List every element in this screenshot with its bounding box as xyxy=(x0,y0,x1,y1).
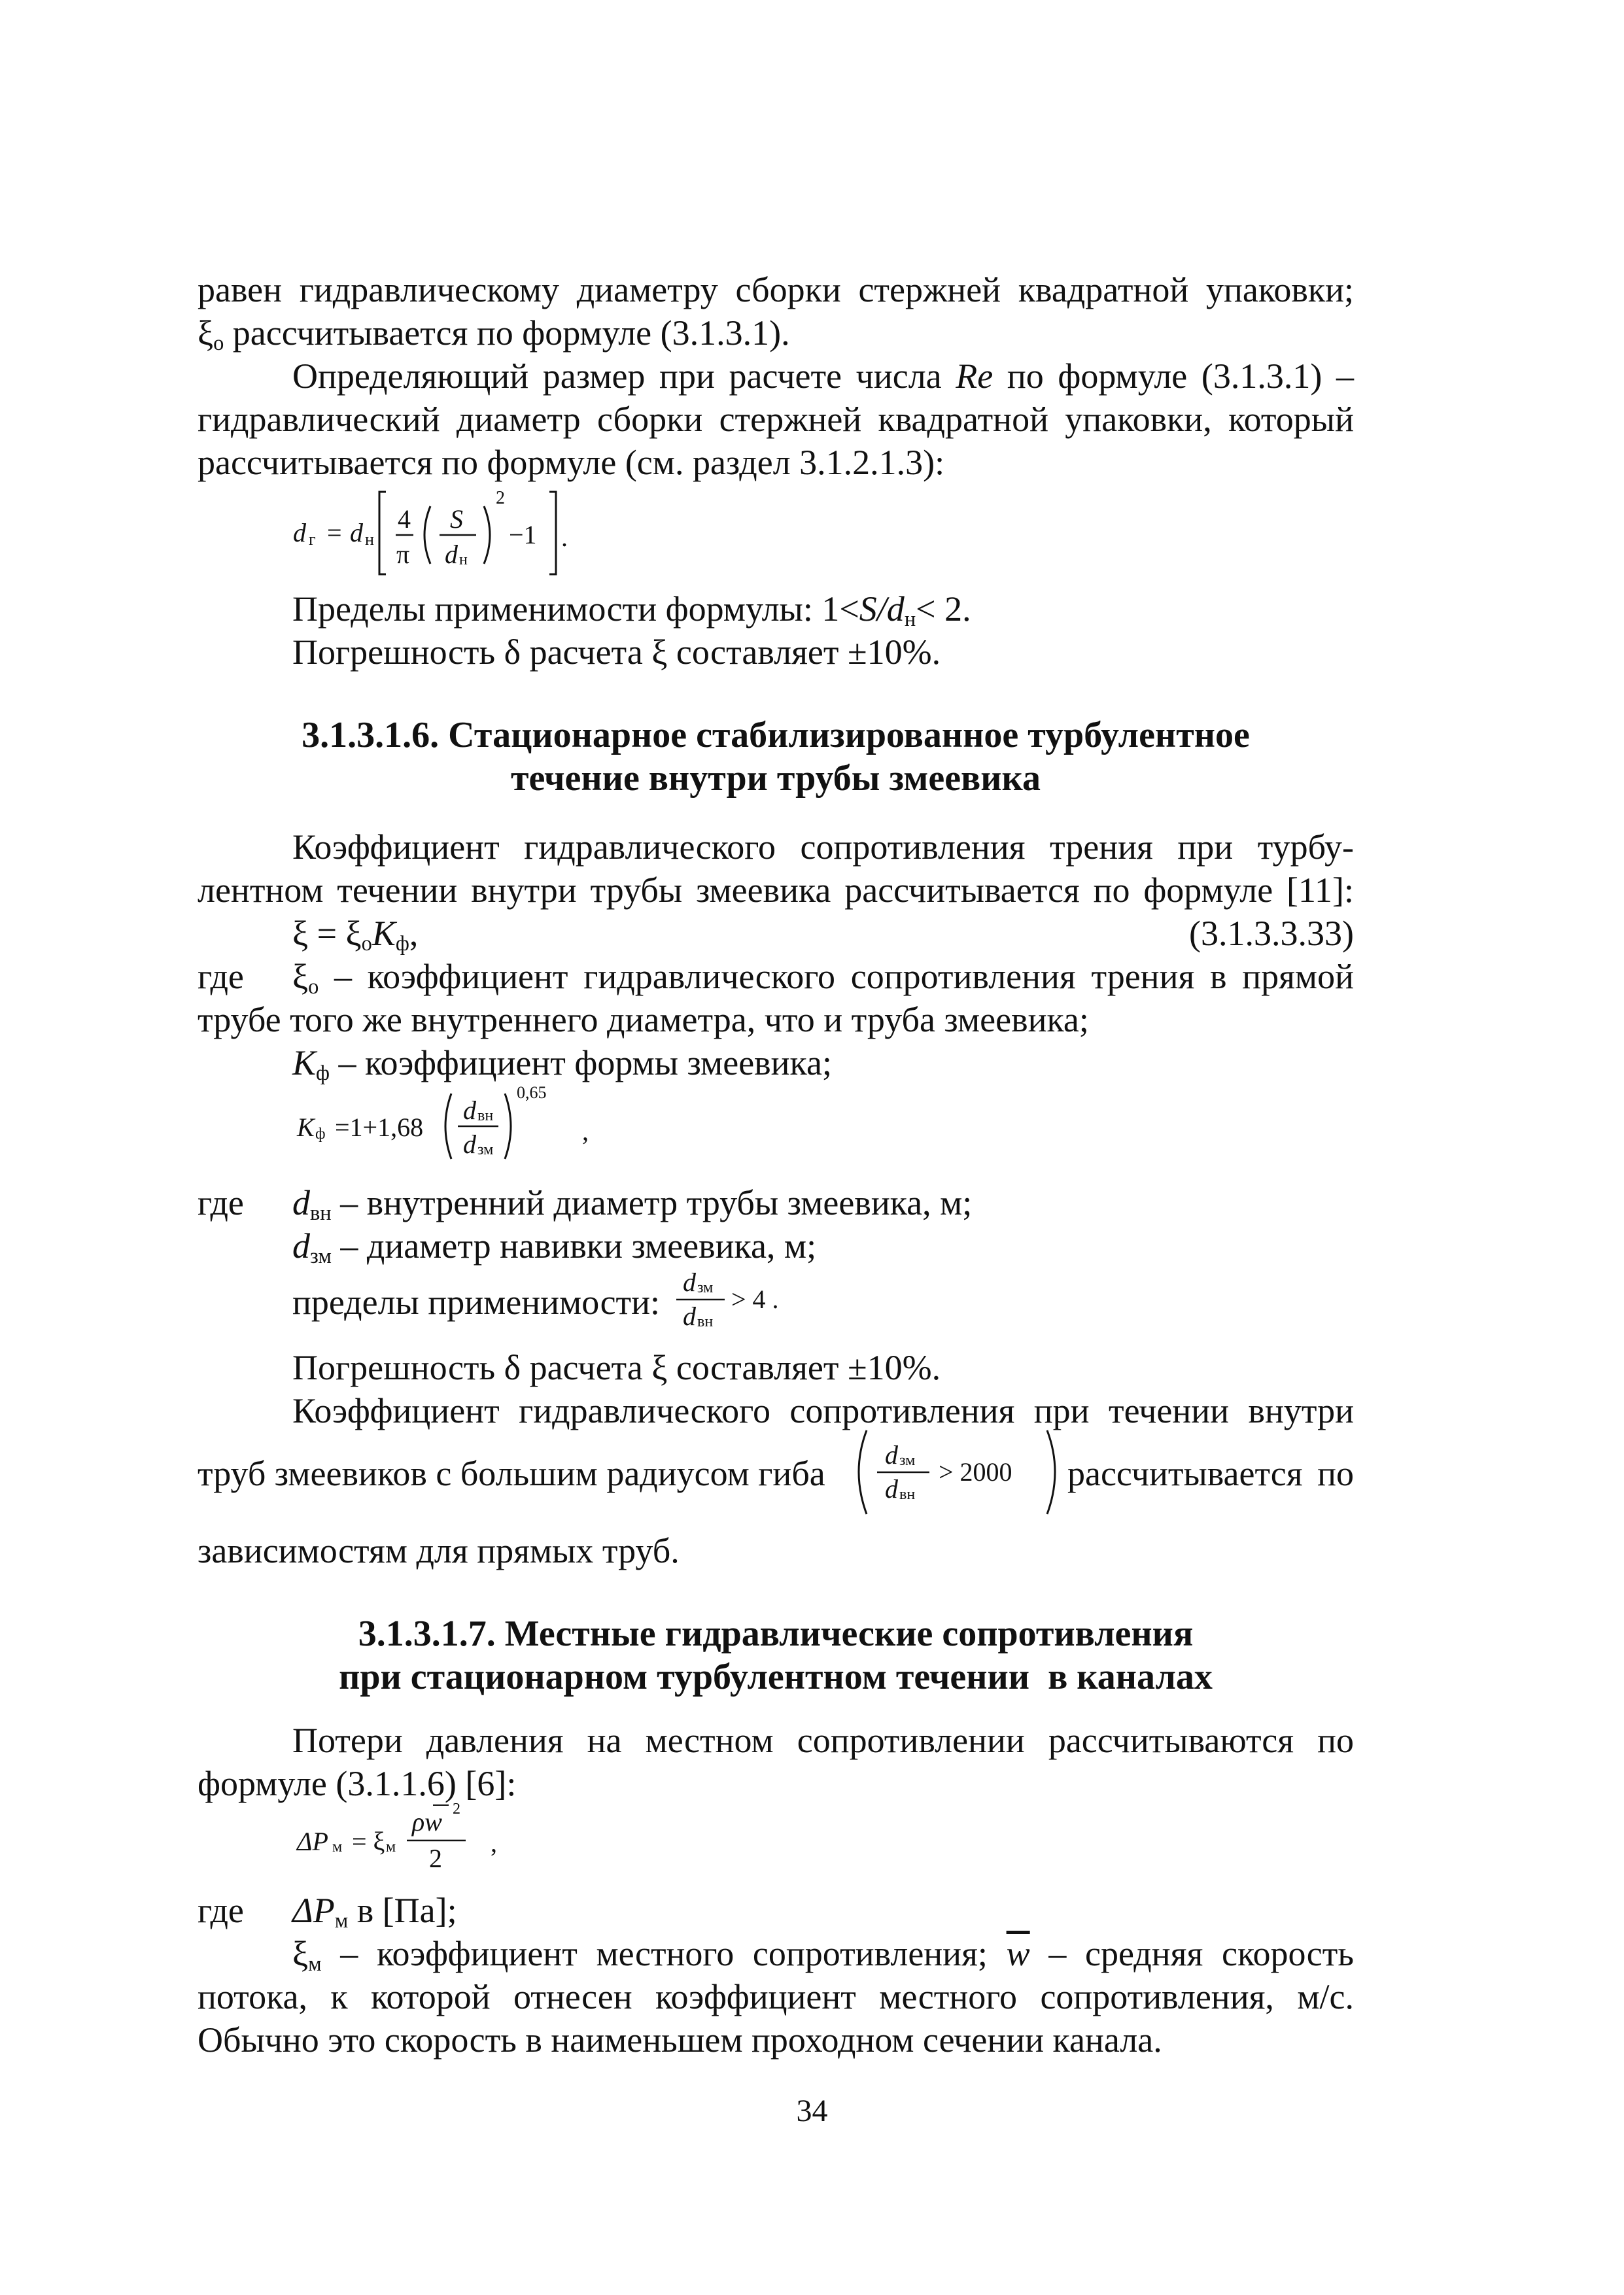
text-line xyxy=(292,589,971,632)
text-line: формуле (3.1.1.6) [6]: xyxy=(198,1764,517,1803)
formula-term: ξ = ξ xyxy=(292,914,362,953)
section-heading: течение внутри трубы змеевика xyxy=(511,758,1041,799)
subscript: м xyxy=(386,1838,396,1855)
formula-term: =1+1,68 xyxy=(335,1113,424,1142)
formula-symbol: ΔP xyxy=(292,1891,335,1930)
text-span: Пределы применимости формулы: 1< xyxy=(292,589,859,629)
reynolds-symbol: Re xyxy=(956,356,993,396)
formula-punct: , xyxy=(491,1828,497,1857)
subscript: вн xyxy=(477,1107,494,1124)
formula-symbol: ΔP xyxy=(297,1827,328,1856)
subscript: ф xyxy=(315,1126,326,1143)
subscript: м xyxy=(334,1909,349,1933)
formula-punct: , xyxy=(409,914,419,953)
formula-symbol: d xyxy=(885,1440,898,1470)
formula-relation: > 4 . xyxy=(731,1285,779,1314)
pi-symbol: π xyxy=(396,540,410,569)
formula-symbol: d xyxy=(292,1183,310,1222)
subscript: н xyxy=(904,608,916,632)
subscript: ф xyxy=(316,1061,330,1086)
xi-symbol: ξ xyxy=(292,957,309,996)
subscript: м xyxy=(308,1952,322,1976)
equation-line xyxy=(292,913,418,956)
text-line xyxy=(292,1890,457,1933)
text-line: зависимостям для прямых труб. xyxy=(198,1531,680,1570)
section-heading: 3.1.3.1.7. Местные гидравлические сопротивления xyxy=(358,1613,1194,1654)
formula-limit xyxy=(674,1259,831,1337)
text-line: Потери давления на местном сопротивлении рассчитываются по xyxy=(292,1721,1354,1760)
formula-symbol: d xyxy=(350,518,363,547)
formula-pressure-loss xyxy=(294,1799,530,1884)
equation-number: (3.1.3.3.33) xyxy=(1189,914,1354,953)
text-line: Коэффициент гидравлического сопротивления трения при турбу- xyxy=(292,827,1354,867)
subscript: o xyxy=(308,975,319,999)
xi-symbol: ξ xyxy=(292,1934,309,1973)
formula-symbol: ρw xyxy=(412,1807,442,1837)
exponent: 2 xyxy=(496,488,505,508)
formula-symbol: d xyxy=(683,1268,696,1297)
text-span: по формуле (3.1.3.1) – xyxy=(993,356,1355,396)
formula-symbol: d xyxy=(683,1302,696,1331)
text-span: в [Па]; xyxy=(348,1891,457,1930)
subscript: вн xyxy=(899,1486,916,1503)
text-line: Погрешность δ расчета ξ составляет ±10%. xyxy=(292,632,941,672)
subscript: н xyxy=(459,551,468,568)
text-line xyxy=(292,956,1354,999)
where-label: где xyxy=(198,957,244,996)
text-line: потока, к которой отнесен коэффициент местного сопротивления, м/с. xyxy=(198,1977,1354,2016)
text-line: рассчитывается по xyxy=(1067,1454,1354,1493)
text-line xyxy=(292,1933,1354,1976)
formula-relation: > 2000 xyxy=(939,1457,1012,1487)
formula-brackets xyxy=(288,484,589,582)
formula-shape-coefficient xyxy=(294,1079,608,1174)
formula-symbol: K xyxy=(292,1043,317,1082)
formula-symbol: S xyxy=(450,504,463,534)
text-line: лентном течении внутри трубы змеевика рассчитывается по формуле [11]: xyxy=(198,871,1354,910)
formula-symbol: d xyxy=(293,518,306,547)
formula-symbol: d xyxy=(885,1474,898,1504)
subscript: г xyxy=(309,530,316,549)
text-line: рассчитывается по формуле (см. раздел 3.1.2.1.3): xyxy=(198,443,945,482)
formula-symbol: d xyxy=(292,1226,310,1266)
formula-symbol: d xyxy=(445,540,458,569)
section-heading: 3.1.3.1.6. Стационарное стабилизированное турбулентное xyxy=(302,715,1250,755)
text-line: Погрешность δ расчета ξ составляет ±10%. xyxy=(292,1348,941,1387)
text-span: рассчитывается по формуле (3.1.3.1). xyxy=(224,313,790,353)
velocity-symbol: $\overline{w}$ xyxy=(1006,1934,1030,1973)
formula-term: −1 xyxy=(509,520,537,549)
text-line: гидравлический диаметр сборки стержней квадратной упаковки, который xyxy=(198,400,1354,439)
page-number: 34 xyxy=(796,2094,828,2128)
text-span: – коэффициент гидравлического сопротивления трения в прямой xyxy=(319,957,1354,996)
exponent: 2 xyxy=(453,1801,460,1818)
text-line: трубе того же внутреннего диаметра, что и труба змеевика; xyxy=(198,1000,1089,1039)
formula-punct: , xyxy=(582,1116,589,1146)
subscript: o xyxy=(213,332,224,356)
text-span: < 2. xyxy=(916,589,971,629)
text-span: – коэффициент формы змеевика; xyxy=(330,1043,832,1082)
text-span: Определяющий размер при расчете числа xyxy=(292,356,956,396)
subscript: o xyxy=(361,932,372,956)
text-span: – внутренний диаметр трубы змеевика, м; xyxy=(331,1183,973,1222)
formula-fraction-parens xyxy=(294,1079,608,1174)
formula-bend-radius xyxy=(854,1423,1063,1521)
subscript: н xyxy=(365,530,374,549)
formula-number: 2 xyxy=(429,1844,442,1873)
formula-symbol: d xyxy=(463,1130,476,1159)
formula-operator: = xyxy=(327,518,342,547)
text-line: равен гидравлическому диаметру сборки стержней квадратной упаковки; xyxy=(198,270,1354,309)
text-line: Коэффициент гидравлического сопротивления при течении внутри xyxy=(292,1391,1354,1430)
text-line xyxy=(292,356,1354,396)
subscript: зм xyxy=(697,1279,714,1296)
section-heading: при стационарном турбулентном течении в каналах xyxy=(339,1657,1213,1697)
text-line: пределы применимости: xyxy=(292,1283,661,1322)
text-line xyxy=(292,1182,972,1226)
text-line: труб змеевиков с большим радиусом гиба xyxy=(198,1454,825,1493)
subscript: вн xyxy=(697,1313,714,1330)
where-label: где xyxy=(198,1891,244,1930)
subscript: ф xyxy=(395,932,409,956)
text-span: – диаметр навивки змеевика, м; xyxy=(331,1226,817,1266)
formula-punct: . xyxy=(561,523,568,552)
xi-symbol: ξ xyxy=(198,313,214,353)
subscript: м xyxy=(332,1838,343,1855)
formula-symbol: K xyxy=(371,914,396,953)
exponent: 0,65 xyxy=(517,1083,547,1102)
text-line: Обычно это скорость в наименьшем проходном сечении канала. xyxy=(198,2020,1162,2060)
formula-symbol: S/d xyxy=(859,589,905,629)
text-line xyxy=(198,313,790,356)
subscript: зм xyxy=(310,1245,332,1269)
where-label: где xyxy=(198,1183,244,1222)
text-span: – коэффициент местного сопротивления; xyxy=(321,1934,988,1973)
formula-hydraulic-diameter xyxy=(288,484,589,582)
formula-number: 4 xyxy=(398,504,411,534)
formula-symbol: d xyxy=(463,1096,476,1125)
subscript: зм xyxy=(899,1452,916,1469)
text-span: – средняя скорость xyxy=(1029,1934,1355,1973)
subscript: вн xyxy=(310,1201,332,1226)
formula-symbol: K xyxy=(297,1113,315,1142)
formula-operator: = ξ xyxy=(352,1827,385,1856)
subscript: зм xyxy=(477,1141,494,1158)
